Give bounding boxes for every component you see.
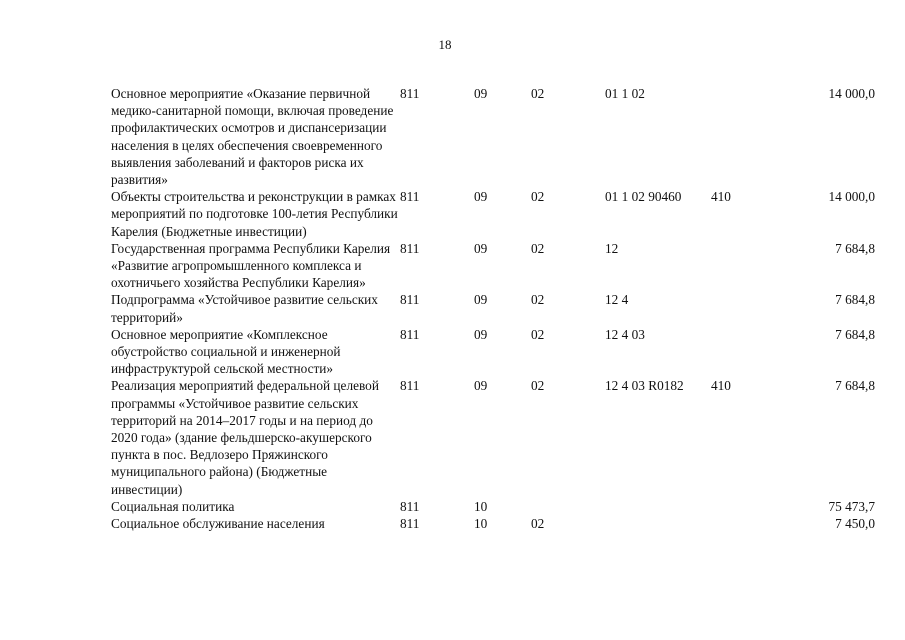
row-name: Основное мероприятие «Оказание первичной медико-санитарной помощи, включая проведение профилактических осмотров и диспансеризации населения в целях обеспечения своевременного выявления заболеваний и факторов риска их развития» [111, 86, 394, 188]
row-ministry-code: 811 [400, 240, 420, 256]
row-expense-type [711, 291, 763, 325]
table-row [111, 240, 875, 292]
row-section-code: 10 [474, 498, 488, 514]
row-name: Подпрограмма «Устойчивое развитие сельских территорий» [111, 292, 378, 325]
table-row [111, 515, 875, 532]
row-name: Объекты строительства и реконструкции в рамках мероприятий по подготовке 100-летия Республики Карелия (Бюджетные инвестиции) [111, 189, 398, 239]
row-amount: 7 684,8 [835, 292, 875, 308]
row-ministry-code: 811 [400, 498, 420, 514]
row-expense-type [711, 326, 763, 378]
row-section-code: 09 [474, 189, 488, 205]
page-number: 18 [438, 37, 452, 52]
row-expense-type: 410 [711, 378, 731, 394]
row-section-code: 10 [474, 516, 488, 532]
table-row [111, 326, 875, 378]
row-section-code: 09 [474, 86, 488, 101]
row-expense-type [711, 515, 763, 532]
row-target-code: 01 1 02 90460 [605, 189, 682, 205]
row-target-code: 12 4 03 [605, 326, 645, 342]
row-amount: 14 000,0 [828, 86, 875, 101]
table-row [111, 85, 875, 188]
row-section-code: 09 [474, 378, 488, 394]
row-expense-type: 410 [711, 189, 731, 205]
row-ministry-code: 811 [400, 292, 420, 308]
row-subsection-code [531, 498, 605, 515]
row-target-code: 01 1 02 [605, 86, 645, 101]
row-name: Основное мероприятие «Комплексное обустройство социальной и инженерной инфраструктурой сельской местности» [111, 326, 341, 377]
row-ministry-code: 811 [400, 189, 420, 205]
row-subsection-code: 02 [531, 240, 545, 256]
row-section-code: 09 [474, 240, 488, 256]
row-subsection-code: 02 [531, 516, 545, 532]
row-subsection-code: 02 [531, 86, 545, 101]
row-subsection-code: 02 [531, 378, 545, 394]
row-name: Государственная программа Республики Карелия «Развитие агропромышленного комплекса и охотничьего хозяйства Республики Карелия» [111, 240, 391, 291]
row-section-code: 09 [474, 326, 488, 342]
row-name: Реализация мероприятий федеральной целевой программы «Устойчивое развитие сельских территорий на 2014–2017 годы и на период до 2020 года» (здание фельдшерско-акушерского пункта в пос. Ведлозеро Пряжинского муниципального района) (Бюджетные инвестиции) [111, 378, 379, 497]
row-subsection-code: 02 [531, 292, 545, 308]
row-subsection-code: 02 [531, 189, 545, 205]
row-amount: 7 684,8 [835, 326, 875, 342]
row-ministry-code: 811 [400, 86, 420, 101]
row-expense-type [711, 240, 763, 292]
row-name: Социальная политика [111, 498, 235, 514]
row-target-code [605, 498, 711, 515]
row-target-code: 12 4 03 R0182 [605, 378, 684, 394]
row-amount: 75 473,7 [828, 498, 875, 514]
row-target-code: 12 [605, 240, 619, 256]
row-ministry-code: 811 [400, 326, 420, 342]
table-row [111, 377, 875, 497]
budget-table [111, 85, 875, 532]
row-name: Социальное обслуживание населения [111, 516, 325, 532]
table-row [111, 291, 875, 325]
row-target-code: 12 4 [605, 292, 629, 308]
row-target-code [605, 515, 711, 532]
row-amount: 7 684,8 [835, 240, 875, 256]
row-expense-type [711, 498, 763, 515]
row-amount: 7 450,0 [835, 516, 875, 532]
row-ministry-code: 811 [400, 378, 420, 394]
table-row [111, 498, 875, 515]
row-ministry-code: 811 [400, 516, 420, 532]
table-row [111, 188, 875, 240]
row-amount: 7 684,8 [835, 378, 875, 394]
row-amount: 14 000,0 [828, 189, 875, 205]
row-subsection-code: 02 [531, 326, 545, 342]
row-section-code: 09 [474, 292, 488, 308]
row-expense-type [711, 85, 763, 188]
